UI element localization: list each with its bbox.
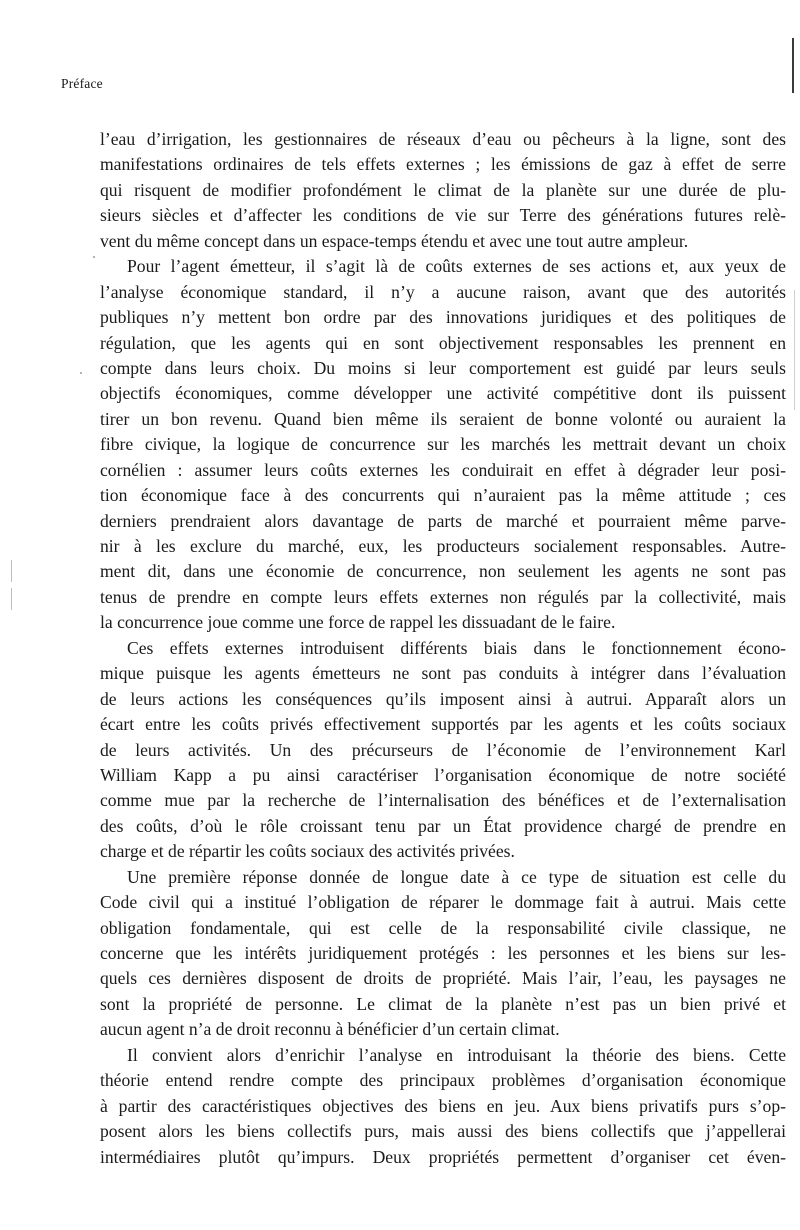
text-line: sont la propriété de personne. Le climat de la planète n’est pas un bien privé et — [100, 993, 786, 1014]
text-line: aucun agent n’a de droit reconnu à bénéficier d’un certain climat. — [100, 1019, 560, 1040]
text-line: de leurs actions les conséquences qu’ils imposent ainsi à autrui. Apparaît alors un — [100, 688, 786, 709]
scan-artifact — [11, 560, 12, 582]
text-line: tenus de prendre en compte leurs effets externes non régulés par la collectivité, mais — [100, 586, 786, 607]
text-line: William Kapp a pu ainsi caractériser l’organisation économique de notre société — [100, 764, 786, 785]
text-line: la concurrence joue comme une force de rappel les dissuadant de le faire. — [100, 612, 616, 633]
text-line: Code civil qui a institué l’obligation de réparer le dommage fait à autrui. Mais cette — [100, 892, 786, 913]
text-line: obligation fondamentale, qui est celle de la responsabilité civile classique, ne — [100, 917, 786, 938]
text-line: compte dans leurs choix. Du moins si leur comportement est guidé par leurs seuls — [100, 357, 786, 378]
text-line: Il convient alors d’enrichir l’analyse en introduisant la théorie des biens. Cette — [127, 1044, 786, 1065]
text-line: à partir des caractéristiques objectives des biens en jeu. Aux biens privatifs purs s’op- — [100, 1095, 786, 1116]
text-line: nir à les exclure du marché, eux, les producteurs socialement responsables. Autre- — [100, 536, 786, 556]
text-line: Pour l’agent émetteur, il s’agit là de coûts externes de ses actions et, aux yeux de — [127, 256, 786, 277]
text-line: cornélien : assumer leurs coûts externes les conduirait en effet à dégrader leur posi- — [100, 459, 786, 480]
running-header: Préface — [61, 76, 103, 91]
scan-edge-faint-mark — [794, 290, 795, 410]
text-line: posent alors les biens collectifs purs, mais aussi des biens collectifs que j’appellerai — [100, 1121, 786, 1142]
text-line: théorie entend rendre compte des principaux problèmes d’organisation économique — [100, 1070, 786, 1091]
page-body-text — [100, 127, 786, 1170]
scan-edge-mark — [792, 38, 794, 93]
text-line: ment dit, dans une économie de concurrence, non seulement les agents ne sont pas — [100, 561, 786, 582]
text-line: publiques n’y mettent bon ordre par des innovations juridiques et des politiques de — [100, 307, 786, 328]
text-line: l’eau d’irrigation, les gestionnaires de réseaux d’eau ou pêcheurs à la ligne, sont des — [100, 129, 786, 149]
text-line: Une première réponse donnée de longue date à ce type de situation est celle du — [127, 866, 786, 887]
text-line: écart entre les coûts privés effectivement supportés par les agents et les coûts sociaux — [100, 714, 786, 735]
text-line: concerne que les intérêts juridiquement protégés : les personnes et les biens sur les- — [100, 943, 786, 963]
text-line: comme mue par la recherche de l’internalisation des bénéfices et de l’externalisation — [100, 790, 786, 811]
text-line: sieurs siècles et d’affecter les conditions de vie sur Terre des générations futures relè- — [100, 205, 786, 226]
text-line: tirer un bon revenu. Quand bien même ils seraient de bonne volonté ou auraient la — [100, 408, 786, 429]
text-line: l’analyse économique standard, il n’y a aucune raison, avant que des autorités — [100, 281, 786, 302]
scan-speck — [80, 372, 82, 374]
text-line: objectifs économiques, comme développer une activité compétitive dont ils puissent — [100, 383, 786, 404]
text-line: manifestations ordinaires de tels effets externes ; les émissions de gaz à effet de serre — [100, 154, 786, 175]
text-line: derniers prendraient alors davantage de parts de marché et pourraient même parve- — [100, 510, 786, 531]
text-line: fibre civique, la logique de concurrence sur les marchés les mettrait devant un choix — [100, 434, 786, 455]
text-line: Ces effets externes introduisent différents biais dans le fonctionnement écono- — [127, 637, 786, 658]
text-line: intermédiaires plutôt qu’impurs. Deux propriétés permettent d’organiser cet éven- — [100, 1146, 786, 1167]
text-line: qui risquent de modifier profondément le climat de la planète sur une durée de plu- — [100, 179, 786, 200]
text-line: mique puisque les agents émetteurs ne sont pas conduits à intégrer dans l’évaluation — [100, 663, 786, 684]
text-line: des coûts, d’où le rôle croissant tenu par un État providence chargé de prendre en — [100, 815, 786, 836]
scan-speck — [93, 256, 95, 258]
text-line: de leurs activités. Un des précurseurs de l’économie de l’environnement Karl — [100, 739, 786, 760]
text-line: régulation, que les agents qui en sont objectivement responsables les prennent en — [100, 332, 786, 353]
text-line: vent du même concept dans un espace-temps étendu et avec une tout autre ampleur. — [100, 230, 689, 251]
scan-artifact — [11, 588, 12, 610]
text-line: charge et de répartir les coûts sociaux des activités privées. — [100, 841, 515, 862]
text-line: tion économique face à des concurrents qui n’auraient pas la même attitude ; ces — [100, 485, 786, 506]
text-line: quels ces dernières disposent de droits de propriété. Mais l’air, l’eau, les paysages ne — [100, 968, 786, 989]
